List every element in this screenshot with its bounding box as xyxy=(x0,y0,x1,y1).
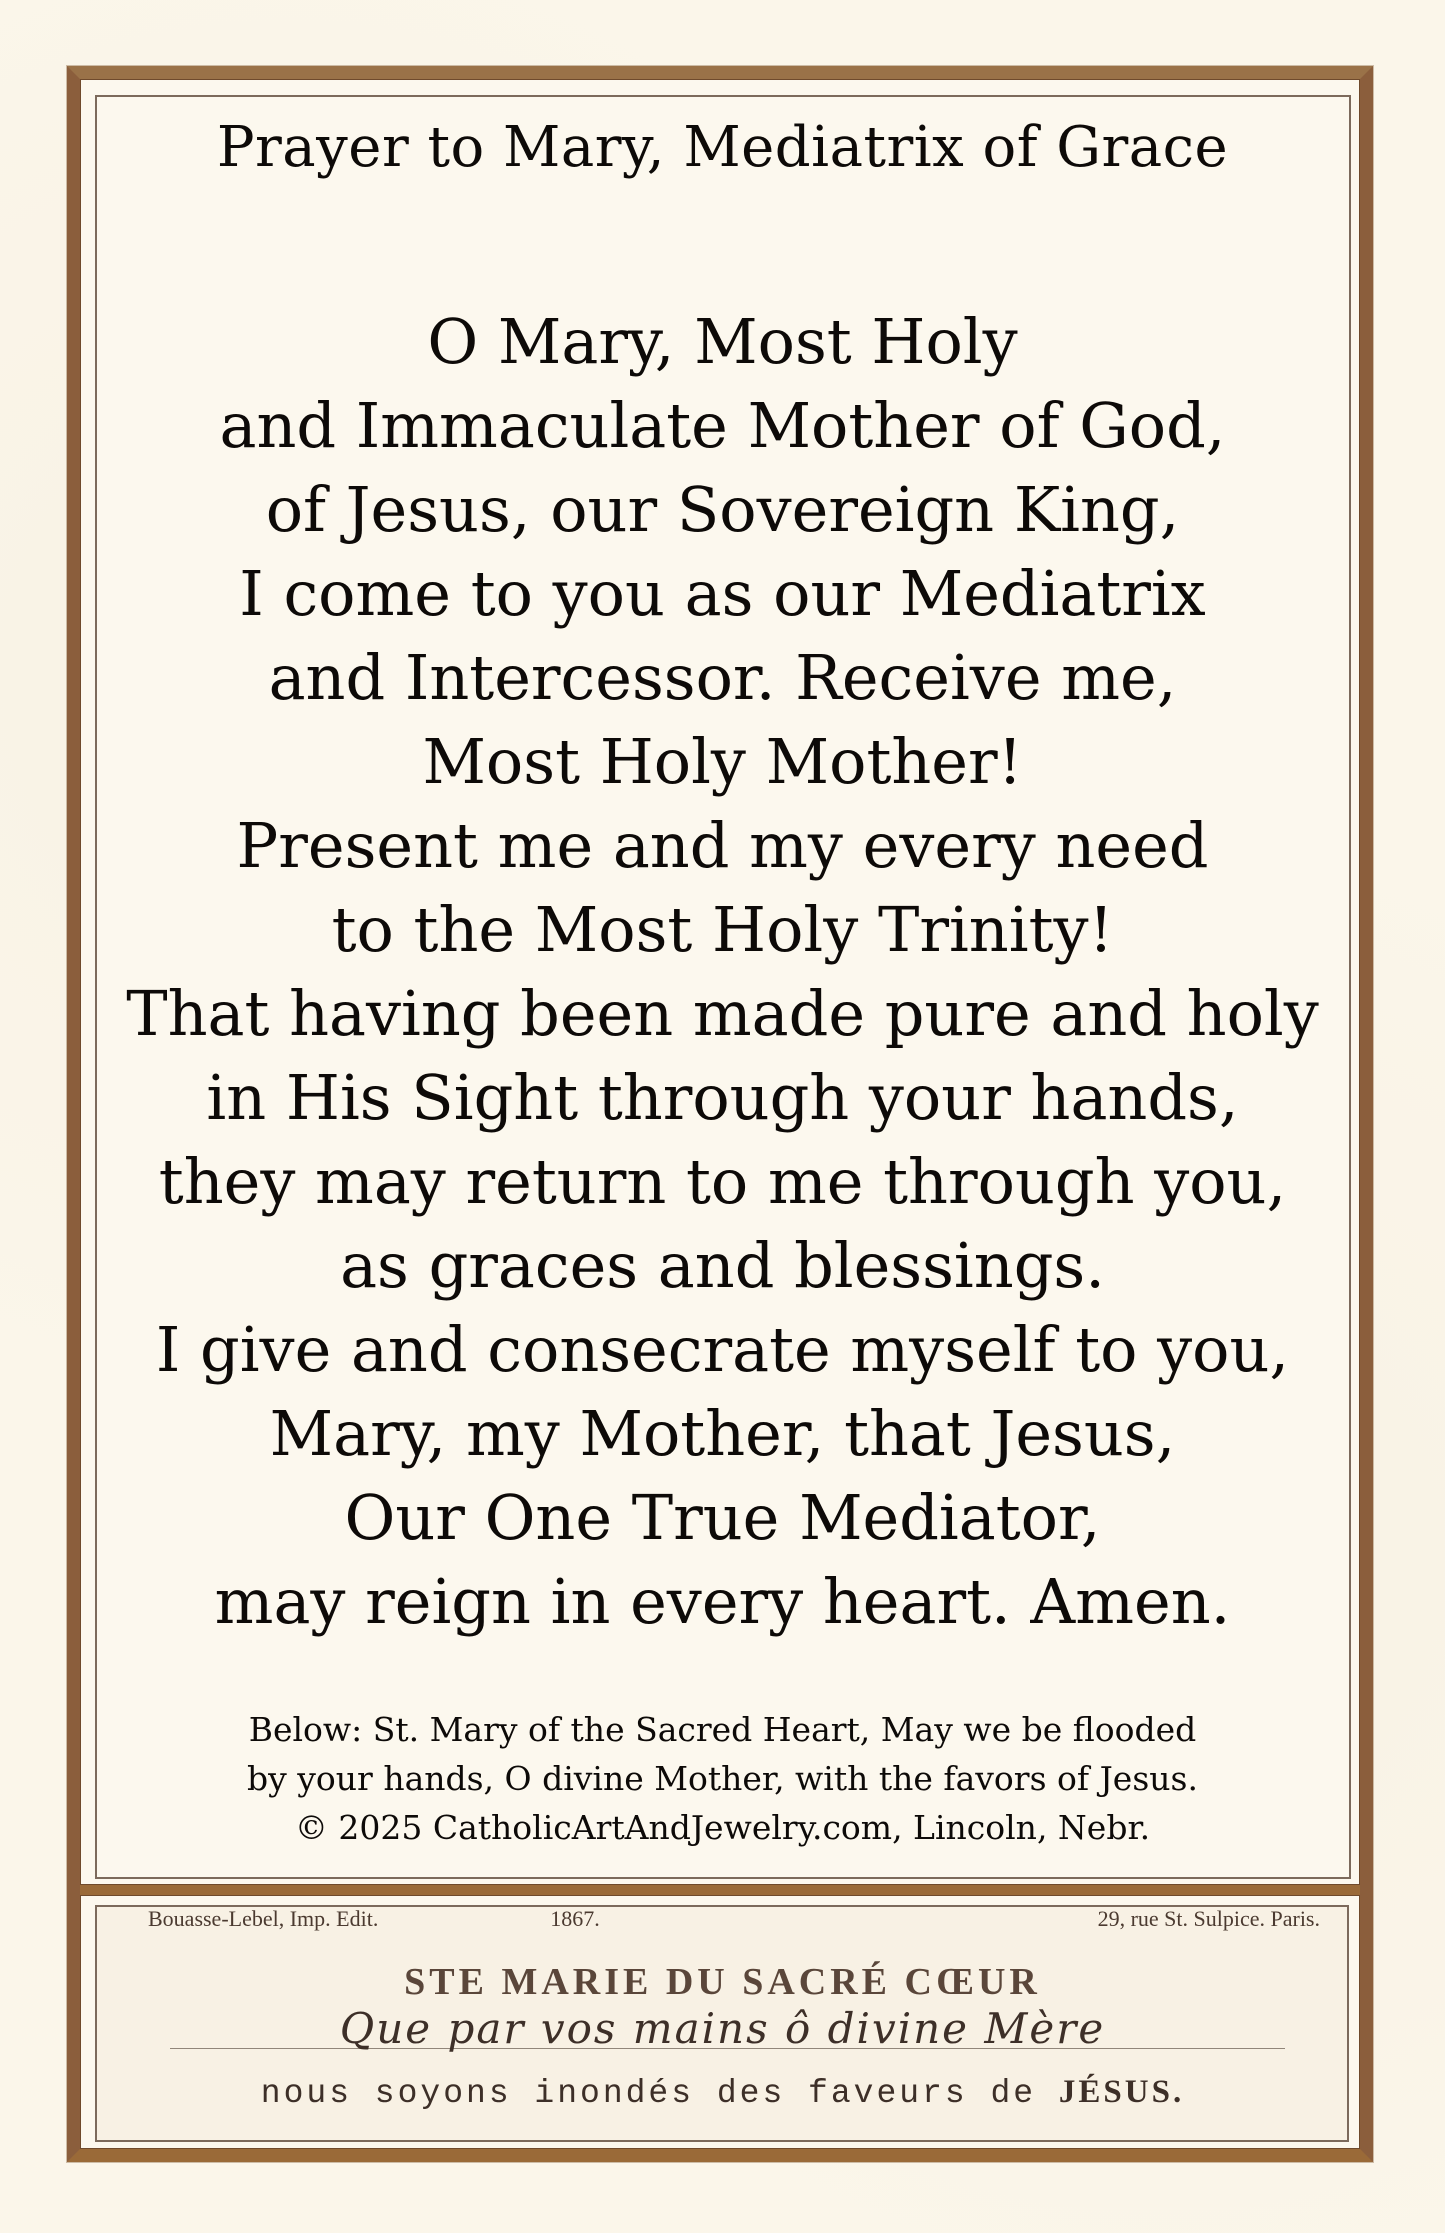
prayer-line: Most Holy Mother! xyxy=(422,725,1023,798)
caption-line: Below: St. Mary of the Sacred Heart, May we be flooded xyxy=(248,1710,1197,1749)
french-script-line: Que par vos mains ô divine Mère xyxy=(0,2004,1445,2053)
prayer-line: as graces and blessings. xyxy=(340,1229,1105,1302)
prayer-line: Our One True Mediator, xyxy=(344,1481,1101,1554)
prayer-line: O Mary, Most Holy xyxy=(427,305,1018,378)
prayer-line: Present me and my every need xyxy=(236,809,1209,882)
french-text-prefix: nous soyons inondés des faveurs de xyxy=(260,2075,1059,2112)
printer-credit: Bouasse-Lebel, Imp. Edit. xyxy=(148,1906,379,1931)
prayer-text xyxy=(0,300,1445,1644)
saint-name-heading: STE MARIE DU SACRÉ CŒUR xyxy=(404,1961,1041,2003)
image-caption xyxy=(0,1705,1445,1852)
printer-address: 29, rue St. Sulpice. Paris. xyxy=(1097,1906,1320,1931)
print-year: 1867. xyxy=(550,1906,600,1931)
prayer-line: they may return to me through you, xyxy=(158,1145,1287,1218)
prayer-line: I give and consecrate myself to you, xyxy=(155,1313,1290,1386)
frame-divider xyxy=(80,1884,1360,1896)
prayer-line: of Jesus, our Sovereign King, xyxy=(265,473,1180,546)
prayer-line: and Intercessor. Receive me, xyxy=(268,641,1177,714)
prayer-line: to the Most Holy Trinity! xyxy=(331,893,1114,966)
prayer-line: and Immaculate Mother of God, xyxy=(219,389,1226,462)
prayer-line: may reign in every heart. Amen. xyxy=(214,1565,1231,1638)
prayer-line: I come to you as our Mediatrix xyxy=(239,557,1206,630)
prayer-line: That having been made pure and holy xyxy=(126,977,1319,1050)
copyright-line: © 2025 CatholicArtAndJewelry.com, Lincoln, Nebr. xyxy=(294,1808,1151,1847)
prayer-title: Prayer to Mary, Mediatrix of Grace xyxy=(216,115,1229,180)
french-text-line xyxy=(0,2074,1445,2112)
prayer-line: in His Sight through your hands, xyxy=(206,1061,1239,1134)
caption-line: by your hands, O divine Mother, with the favors of Jesus. xyxy=(247,1759,1198,1798)
prayer-line: Mary, my Mother, that Jesus, xyxy=(269,1397,1176,1470)
jesus-word: JÉSUS. xyxy=(1058,2074,1185,2110)
